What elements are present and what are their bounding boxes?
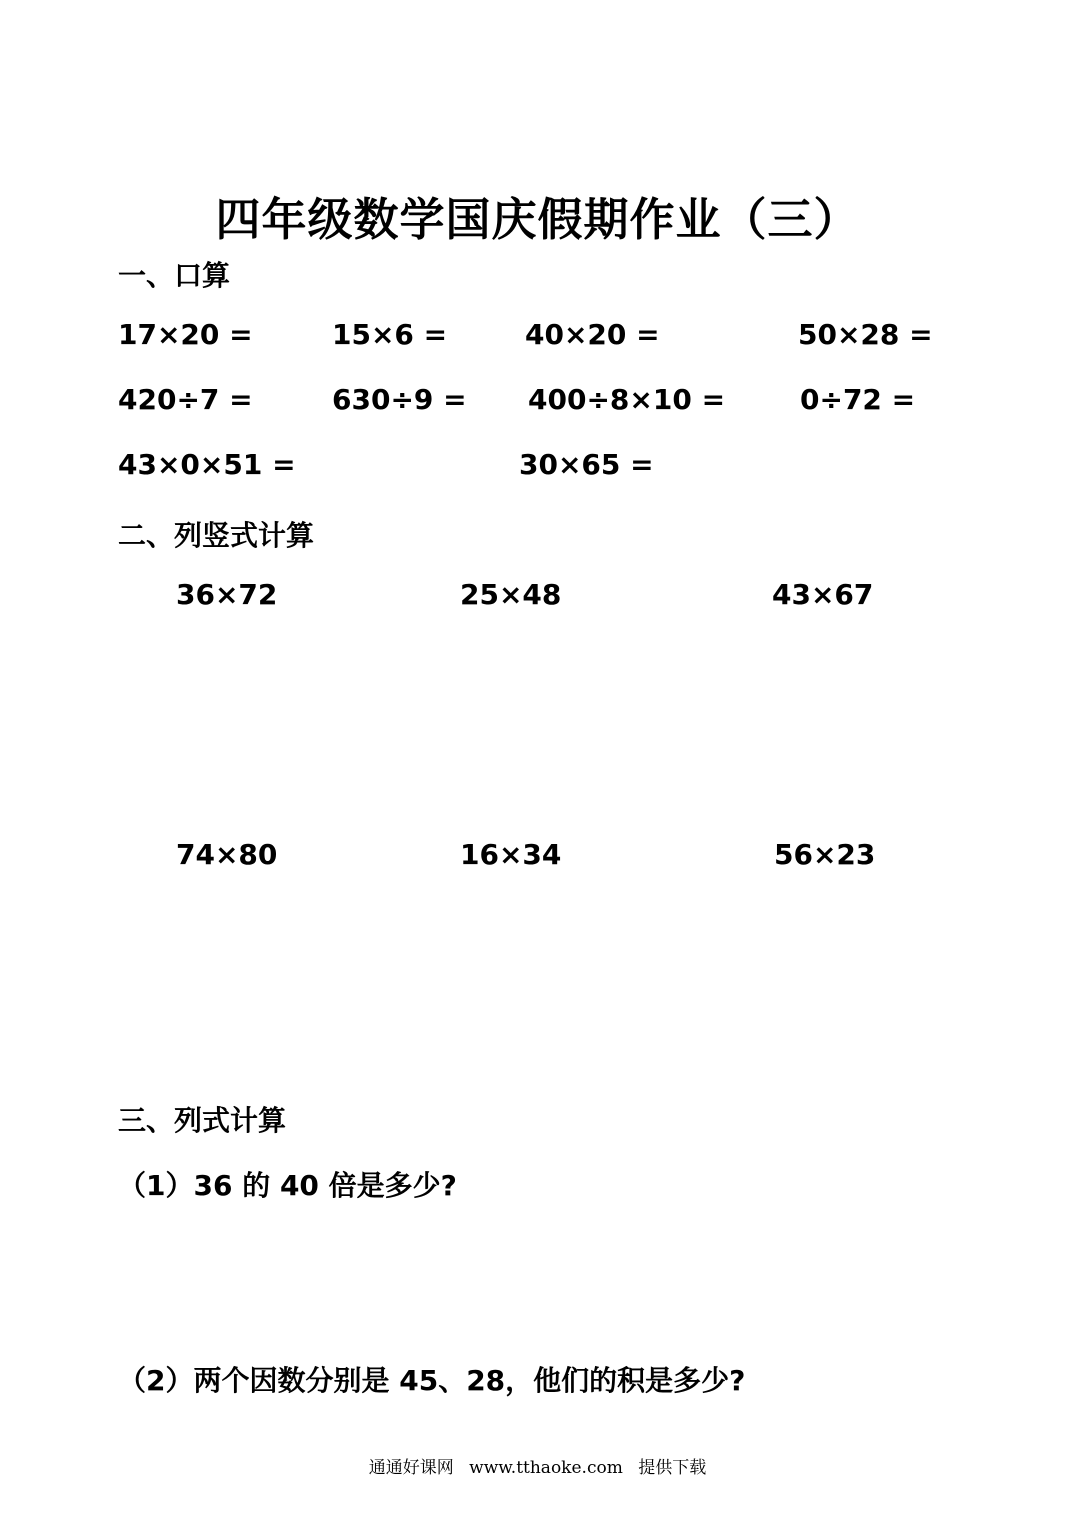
oral-calc-item: 420÷7 =	[118, 383, 253, 416]
footer-note: 提供下载	[638, 1458, 707, 1478]
oral-calc-item: 17×20 =	[118, 318, 253, 351]
section-heading: 二、列竖式计算	[118, 519, 315, 552]
vertical-calc-item: 36×72	[176, 578, 278, 611]
word-problem: （1）36 的 40 倍是多少?	[118, 1169, 457, 1202]
oral-calc-item: 40×20 =	[525, 318, 660, 351]
word-problem: （2）两个因数分别是 45、28，他们的积是多少?	[118, 1364, 746, 1397]
oral-calc-item: 0÷72 =	[800, 383, 916, 416]
section-heading: 三、列式计算	[118, 1104, 287, 1137]
oral-calc-item: 50×28 =	[798, 318, 933, 351]
page-footer	[0, 1453, 1075, 1478]
section-heading: 一、口算	[118, 259, 231, 292]
vertical-calc-item: 43×67	[772, 578, 874, 611]
oral-calc-item: 400÷8×10 =	[528, 383, 726, 416]
page-title: 四年级数学国庆假期作业（三）	[215, 193, 860, 246]
vertical-calc-item: 74×80	[176, 838, 278, 871]
vertical-calc-item: 25×48	[460, 578, 562, 611]
oral-calc-item: 15×6 =	[332, 318, 448, 351]
oral-calc-item: 43×0×51 =	[118, 448, 296, 481]
oral-calc-item: 30×65 =	[519, 448, 654, 481]
vertical-calc-item: 16×34	[460, 838, 562, 871]
footer-site-name: 通通好课网	[368, 1458, 454, 1478]
footer-url[interactable]: www.tthaoke.com	[469, 1458, 623, 1478]
vertical-calc-item: 56×23	[774, 838, 876, 871]
oral-calc-item: 630÷9 =	[332, 383, 467, 416]
